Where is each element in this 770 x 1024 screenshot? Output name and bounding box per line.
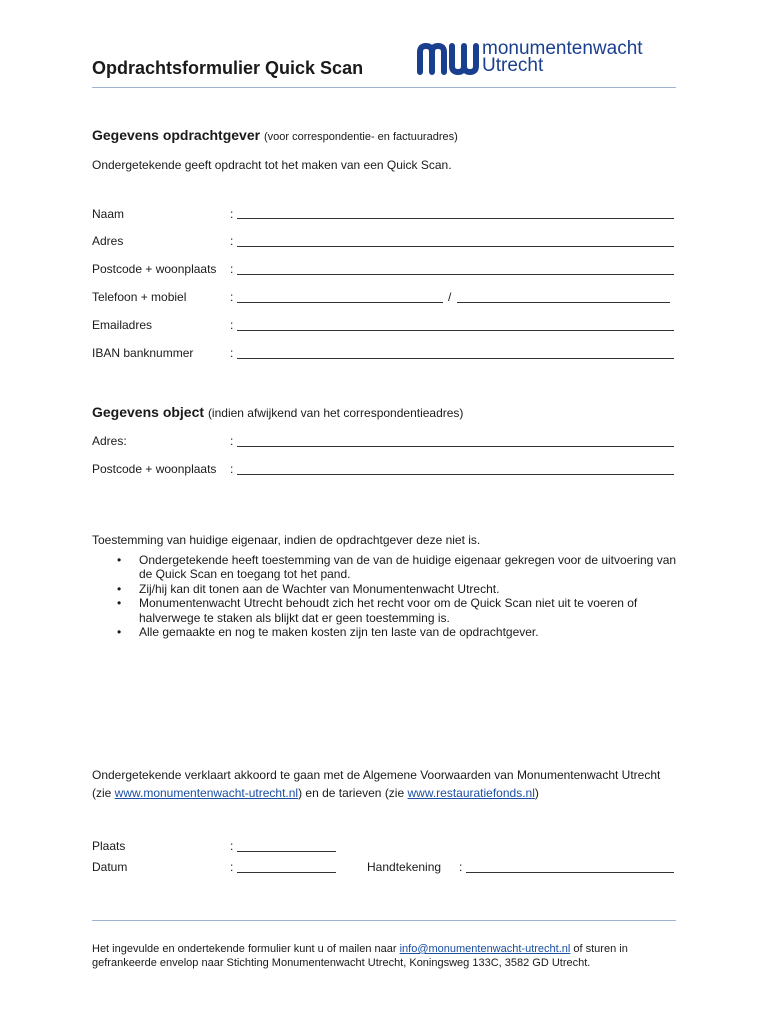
logo-text — [482, 40, 643, 74]
bullet-text: Zij/hij kan dit tonen aan de Wachter van Monumentenwacht Utrecht. — [139, 581, 500, 596]
field-colon: : — [230, 207, 234, 221]
email-input-line[interactable] — [237, 330, 674, 331]
bullet-icon: • — [117, 553, 122, 567]
client-heading-note: (voor correspondentie- en factuuradres) — [263, 131, 458, 143]
field-colon: : — [459, 860, 463, 874]
client-heading — [92, 127, 458, 143]
email-link[interactable]: info@monumentenwacht-utrecht.nl — [399, 943, 571, 955]
field-label-email: Emailadres — [92, 318, 153, 332]
link-monumentenwacht[interactable]: www.monumentenwacht-utrecht.nl — [114, 786, 299, 800]
bullet-icon: • — [117, 625, 122, 640]
logo-line2: Utrecht — [482, 55, 544, 76]
field-label-adres: Adres — [92, 234, 124, 248]
footer-text-a: Het ingevulde en ondertekende formulier kunt u of mailen naar — [92, 943, 400, 955]
page-title: Opdrachtsformulier Quick Scan — [92, 58, 364, 78]
field-label-iban: IBAN banknummer — [92, 346, 194, 360]
iban-input-line[interactable] — [237, 358, 674, 359]
bullet-text: Alle gemaakte en nog te maken kosten zijn ten laste van de opdrachtgever. — [139, 625, 539, 640]
field-colon: : — [230, 318, 234, 332]
consent-list — [92, 553, 682, 639]
naam-input-line[interactable] — [237, 218, 674, 219]
logo-line1: monumentenwacht — [482, 38, 643, 59]
object-heading-note: (indien afwijkend van het correspondentieadres) — [207, 406, 464, 420]
object-heading — [92, 404, 463, 420]
object-postcode-input-line[interactable] — [237, 474, 674, 475]
field-colon: : — [230, 462, 234, 476]
place-label: Plaats — [92, 839, 126, 853]
footer-divider — [92, 920, 676, 921]
phone-separator: / — [448, 290, 452, 304]
footer-text — [92, 942, 682, 970]
field-colon: : — [230, 262, 234, 276]
client-heading-text: Gegevens opdrachtgever — [92, 127, 261, 143]
object-heading-text: Gegevens object — [92, 404, 205, 420]
date-input-line[interactable] — [237, 872, 336, 873]
field-label-telefoon: Telefoon + mobiel — [92, 290, 187, 304]
object-field-label-postcode: Postcode + woonplaats — [92, 462, 217, 476]
client-intro: Ondergetekende geeft opdracht tot het maken van een Quick Scan. — [92, 158, 452, 172]
field-colon: : — [230, 860, 234, 874]
agreement-text-a: Ondergetekende verklaart akkoord te gaan met de Algemene Voorwaarden van Monumentenwacht Utrecht (zie — [92, 768, 661, 800]
bullet-icon: • — [117, 581, 122, 596]
monumentenwacht-logo — [416, 38, 661, 78]
field-colon: : — [230, 434, 234, 448]
agreement-text-c: ) — [534, 786, 539, 800]
list-item — [92, 582, 682, 596]
field-label-postcode: Postcode + woonplaats — [92, 262, 217, 276]
header-divider — [92, 87, 676, 88]
adres-input-line[interactable] — [237, 246, 674, 247]
footer-text-b: of sturen in gefrankeerde envelop naar Stichting Monumentenwacht Utrecht, Koningsweg 133C, 3582 GD Utrecht. — [92, 943, 628, 969]
bullet-icon: • — [117, 596, 122, 611]
field-colon: : — [230, 839, 234, 853]
link-restauratiefonds[interactable]: www.restauratiefonds.nl — [407, 786, 535, 800]
list-item — [92, 596, 682, 625]
bullet-text: Monumentenwacht Utrecht behoudt zich het recht voor om de Quick Scan niet uit te voeren of halverwege te staken als blijkt dat er geen toestemming is. — [139, 596, 638, 625]
mobiel-input-line[interactable] — [457, 302, 670, 303]
field-colon: : — [230, 346, 234, 360]
signature-label: Handtekening — [367, 860, 442, 874]
list-item — [92, 625, 682, 639]
agreement-text — [92, 766, 672, 802]
telefoon-input-line[interactable] — [237, 302, 443, 303]
mw-logo-icon — [416, 42, 480, 76]
signature-input-line[interactable] — [466, 872, 674, 873]
agreement-text-b: ) en de tarieven (zie — [298, 786, 408, 800]
field-colon: : — [230, 234, 234, 248]
place-input-line[interactable] — [237, 851, 336, 852]
object-field-label-adres: Adres: — [92, 434, 127, 448]
object-adres-input-line[interactable] — [237, 446, 674, 447]
consent-intro: Toestemming van huidige eigenaar, indien de opdrachtgever deze niet is. — [92, 533, 481, 547]
field-colon: : — [230, 290, 234, 304]
date-label: Datum — [92, 860, 128, 874]
field-label-naam: Naam — [92, 207, 125, 221]
bullet-text: Ondergetekende heeft toestemming van de van de huidige eigenaar gekregen voor de uitvoering van de Quick Scan en toegang tot het pand. — [139, 553, 677, 582]
list-item — [92, 553, 682, 582]
postcode-input-line[interactable] — [237, 274, 674, 275]
